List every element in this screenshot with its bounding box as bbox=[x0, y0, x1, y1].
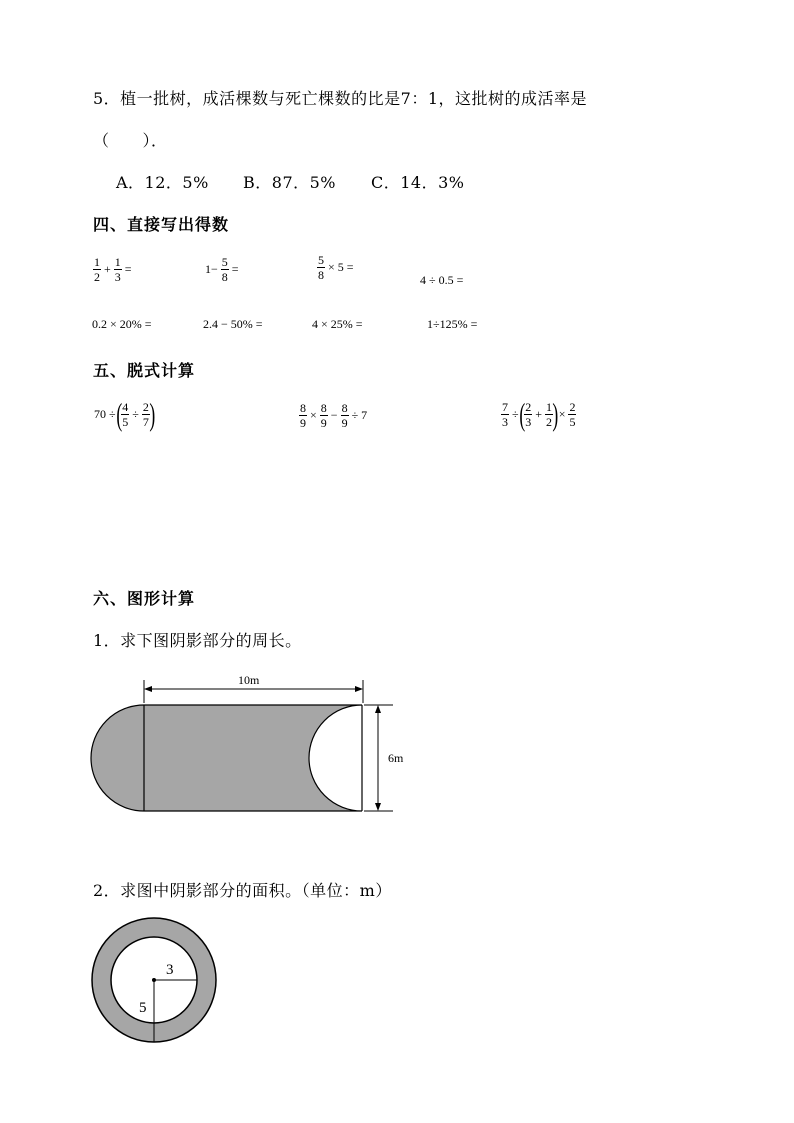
arrow-down-icon bbox=[375, 803, 381, 811]
problem-2-text: 2．求图中阴影部分的面积。（单位：m） bbox=[93, 881, 392, 900]
option-c: C．14．3% bbox=[371, 173, 465, 192]
fraction: $\frac{8}{9}$ bbox=[341, 401, 348, 430]
section-4-title: 四、直接写出得数 bbox=[93, 215, 230, 234]
arrow-up-icon bbox=[375, 705, 381, 713]
calc-1-1: $\frac{1}{2}$ + $\frac{1}{3}$ = bbox=[94, 255, 132, 284]
calc-1-2: 1− $\frac{5}{8}$ = bbox=[205, 255, 239, 284]
fraction: $\frac{8}{9}$ bbox=[320, 401, 327, 430]
calc-1-3: $\frac{5}{8}$ × 5 = bbox=[318, 253, 354, 282]
section-6-title: 六、图形计算 bbox=[93, 589, 196, 608]
perimeter-figure bbox=[91, 673, 404, 811]
fraction: $\frac{2}{5}$ bbox=[569, 399, 576, 429]
fraction: $\frac{2}{7}$ bbox=[142, 399, 149, 429]
option-a: A．12．5% bbox=[116, 173, 209, 192]
calc-2-2: 2.4 − 50% = bbox=[203, 317, 263, 331]
arrow-left-icon bbox=[144, 686, 152, 692]
expr-3: $\frac{7}{3}$ ÷( $\frac{2}{3}$ + $\frac{1}{2}$ )× $\frac{2}{5}$ bbox=[502, 396, 576, 432]
fraction: $\frac{5}{8}$ bbox=[221, 255, 228, 284]
fraction: $\frac{4}{5}$ bbox=[122, 399, 129, 429]
question-5-stem: 5．植一批树，成活棵数与死亡棵数的比是7：1，这批树的成活率是 bbox=[93, 89, 588, 108]
height-label: 6m bbox=[388, 751, 404, 765]
question-5-blank: （ ）． bbox=[93, 131, 168, 150]
option-b: B．87．5% bbox=[243, 173, 337, 192]
fraction: $\frac{1}{2}$ bbox=[546, 399, 553, 429]
expr-2: $\frac{8}{9}$ × $\frac{8}{9}$ − $\frac{8}{9}$ ÷ 7 bbox=[300, 401, 368, 430]
fraction: $\frac{8}{9}$ bbox=[300, 401, 306, 430]
section-5-title: 五、脱式计算 bbox=[93, 361, 196, 380]
width-label: 10m bbox=[238, 673, 260, 687]
calc-1-4: 4 ÷ 0.5 = bbox=[420, 273, 464, 287]
fraction: $\frac{1}{2}$ bbox=[94, 255, 100, 284]
calc-2-4: 1÷125% = bbox=[427, 317, 478, 331]
fraction: $\frac{7}{3}$ bbox=[502, 399, 508, 429]
problem-1-text: 1．求下图阴影部分的周长。 bbox=[93, 631, 302, 650]
annulus-figure bbox=[92, 918, 216, 1042]
fraction: $\frac{5}{8}$ bbox=[318, 253, 324, 282]
fraction: $\frac{2}{3}$ bbox=[525, 399, 532, 429]
calc-2-1: 0.2 × 20% = bbox=[92, 317, 152, 331]
outer-radius-label: 5 bbox=[139, 1000, 147, 1016]
inner-radius-label: 3 bbox=[166, 962, 174, 978]
calc-2-3: 4 × 25% = bbox=[312, 317, 363, 331]
shaded-region bbox=[91, 705, 362, 811]
arrow-right-icon bbox=[355, 686, 363, 692]
fraction: $\frac{1}{3}$ bbox=[114, 255, 121, 284]
expr-1: 70 ÷( $\frac{4}{5}$ ÷ $\frac{2}{7}$ ) bbox=[94, 396, 156, 432]
center-point bbox=[152, 978, 156, 982]
